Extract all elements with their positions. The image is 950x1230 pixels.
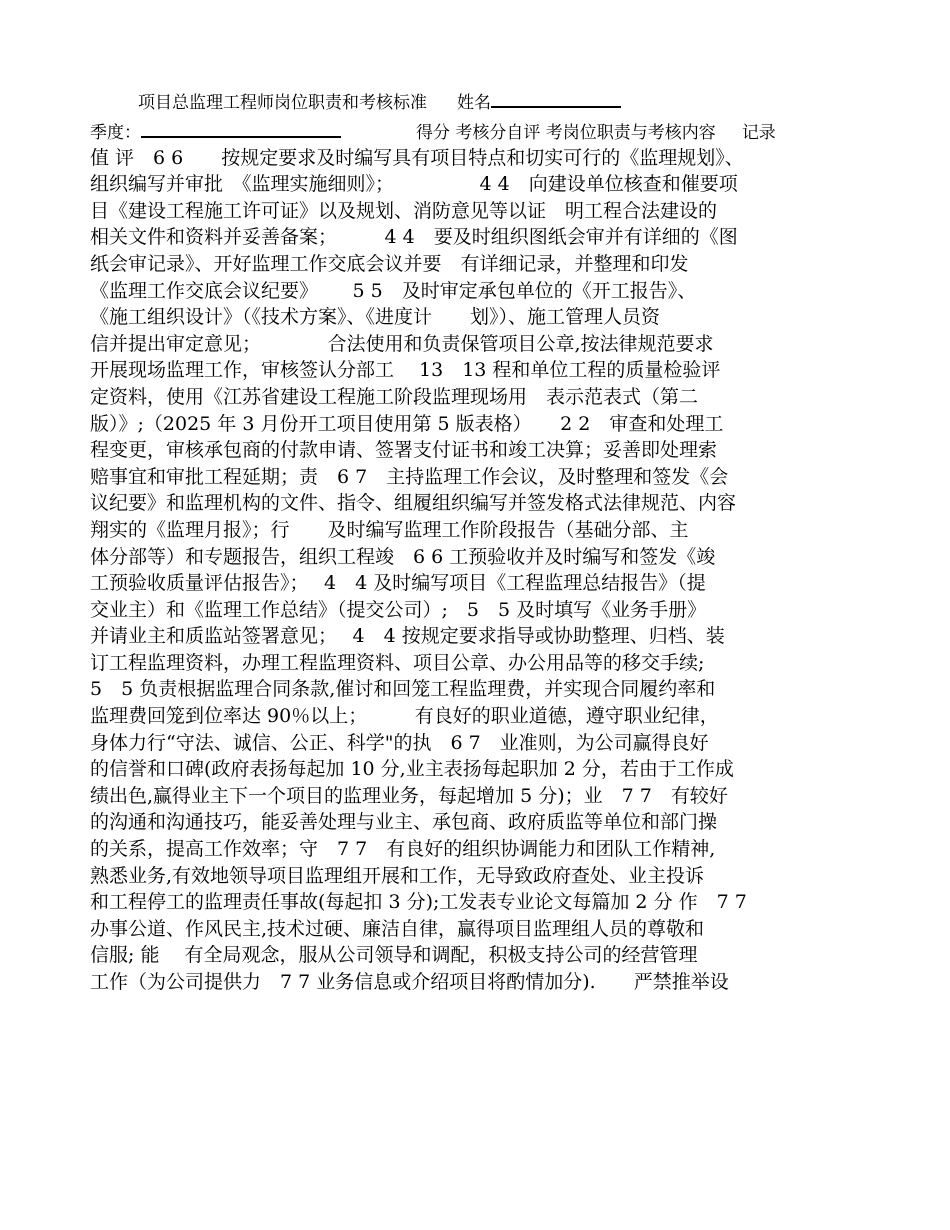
body-line: 的沟通和沟通技巧，能妥善处理与业主、承包商、政府质监等单位和部门操	[90, 811, 718, 834]
body-line: 订工程监理资料，办理工程监理资料、项目公章、办公用品等的移交手续;	[90, 651, 705, 674]
body-line: 的关系，提高工作效率；守 7 7 有良好的组织协调能力和团队工作精神,	[90, 838, 716, 861]
body-text	[90, 118, 865, 996]
name-blank	[491, 88, 621, 108]
columns-label: 得分 考核分自评 考岗位职责与考核内容	[416, 123, 716, 143]
record-label: 记录	[741, 123, 776, 143]
body-line: 组织编写并审批 《监理实施细则》； 4 4 向建设单位核查和催要项	[90, 173, 738, 196]
body-line: 和工程停工的监理责任事故(每起扣 3 分);工发表专业论文每篇加 2 分 作 7 7	[90, 891, 747, 914]
body-line: 赔事宜和审批工程延期；责 6 7 主持监理工作会议，及时整理和签发《会	[90, 465, 729, 488]
body-line: 熟悉业务,有效地领导项目监理组开展和工作，无导致政府查处、业主投诉	[90, 864, 705, 887]
body-line: 绩出色,赢得业主下一个项目的监理业务，每起增加 5 分)；业 7 7 有较好	[90, 784, 728, 807]
body-line: 交业主）和《监理工作总结》（提交公司）; 5 5 及时填写《业务手册》	[90, 598, 707, 621]
body-line: 版）》;（2025 年 3 月份开工项目使用第 5 版表格） 2 2 审查和处理工	[90, 412, 724, 435]
body-line: 翔实的《监理月报》；行 及时编写监理工作阶段报告（基础分部、主	[90, 518, 689, 541]
body-line: 值 评 6 6 按规定要求及时编写具有项目特点和切实可行的《监理规划》、	[90, 146, 744, 169]
body-line: 《施工组织设计》（《技术方案》、《进度计 划》）、施工管理人员资	[90, 306, 661, 329]
body-line: 体分部等）和专题报告，组织工程竣 6 6 工预验收并及时编写和签发《竣	[90, 545, 716, 568]
body-line: 纸会审记录》、开好监理工作交底会议并要 有详细记录，并整理和印发	[90, 252, 689, 275]
season-blank	[141, 118, 341, 138]
body-line: 开展现场监理工作，审核签认分部工 13 13 程和单位工程的质量检验评	[90, 359, 721, 382]
body-line: 并请业主和质监站签署意见； 4 4 按规定要求指导或协助整理、归档、装	[90, 625, 725, 648]
body-line: 办事公道、作风民主,技术过硬、廉洁自律，赢得项目监理组人员的尊敬和	[90, 917, 705, 940]
body-line: 身体力行“守法、诚信、公正、科学"的执 6 7 业准则，为公司赢得良好	[90, 731, 709, 754]
body-line: 工预验收质量评估报告》； 4 4 及时编写项目《工程监理总结报告》（提	[90, 572, 706, 595]
season-header-line	[90, 118, 865, 145]
season-label: 季度：	[90, 123, 141, 143]
body-line: 信并提出审定意见； 合法使用和负责保管项目公章,按法律规范要求	[90, 332, 714, 355]
body-line: 监理费回笼到位率达 90％以上； 有良好的职业道德，遵守职业纪律，	[90, 705, 719, 728]
body-line: 《监理工作交底会议纪要》 5 5 及时审定承包单位的《开工报告》、	[90, 279, 697, 302]
body-line: 工作（为公司提供力 7 7 业务信息或介绍项目将酌情加分). 严禁推举设	[90, 971, 729, 993]
body-line: 定资料，使用《江苏省建设工程施工阶段监理现场用 表示范表式（第二	[90, 385, 699, 408]
body-line: 目《建设工程施工许可证》以及规划、消防意见等以证 明工程合法建设的	[90, 199, 718, 222]
title-line	[138, 88, 621, 115]
document-title: 项目总监理工程师岗位职责和考核标准	[138, 93, 427, 113]
body-line: 议纪要》和监理机构的文件、指令、组履组织编写并签发格式法律规范、内容	[90, 492, 737, 515]
body-line: 5 5 负责根据监理合同条款,催讨和回笼工程监理费，并实现合同履约率和	[90, 678, 716, 701]
body-line: 相关文件和资料并妥善备案； 4 4 要及时组织图纸会审并有详细的《图	[90, 226, 738, 249]
body-line: 程变更，审核承包商的付款申请、签署支付证书和竣工决算；妥善即处理索	[90, 439, 718, 462]
body-line: 的信誉和口碑(政府表扬每起加 10 分,业主表扬每起职加 2 分，若由于工作成	[90, 758, 734, 781]
body-line: 信服; 能 有全局观念，服从公司领导和调配，积极支持公司的经营管理	[90, 944, 698, 967]
name-label: 姓名	[457, 93, 491, 113]
